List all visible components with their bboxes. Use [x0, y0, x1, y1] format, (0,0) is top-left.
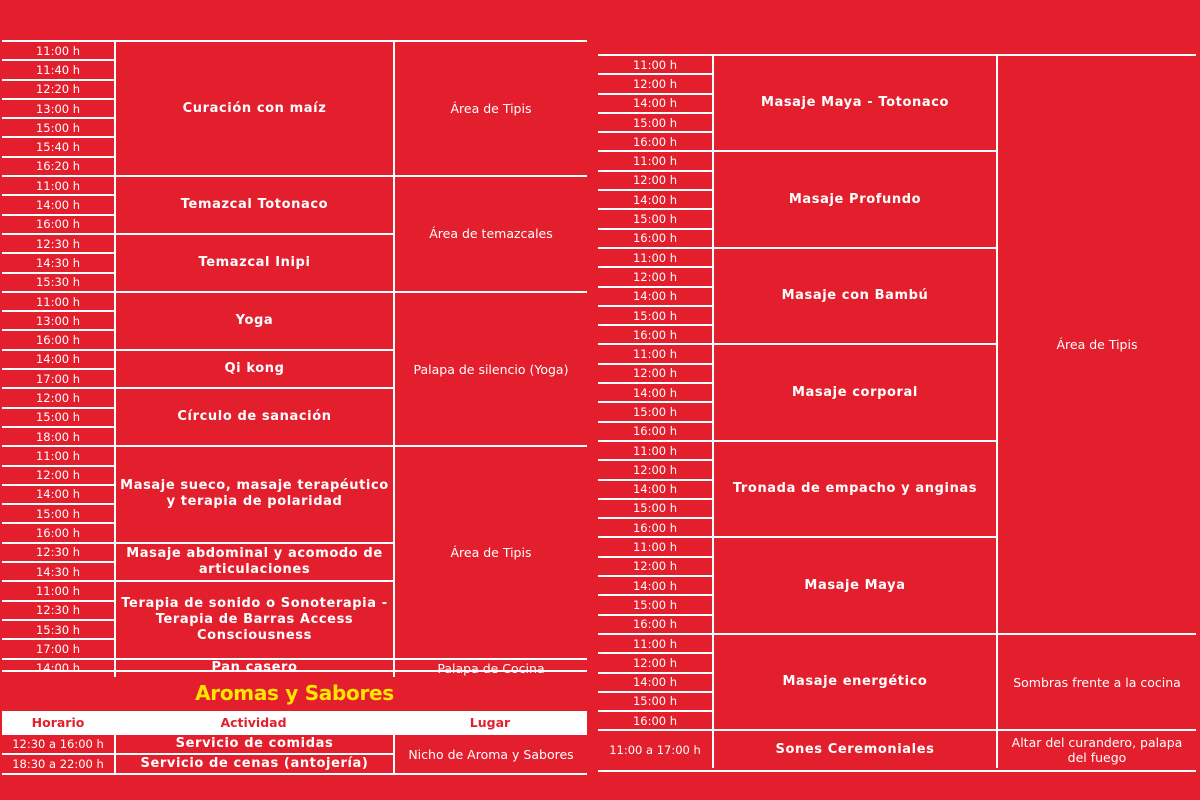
time-slot: 14:30 h — [2, 561, 114, 580]
time-slot: 17:00 h — [2, 368, 114, 387]
left-schedule-table — [2, 40, 587, 677]
activity-name: Masaje abdominal y acomodo de articulaciones — [114, 542, 393, 581]
activity-name: Servicio de comidas — [114, 733, 393, 753]
time-slot: 15:00 h — [598, 305, 712, 324]
activity-name: Curación con maíz — [114, 40, 393, 175]
time-slot: 11:00 h — [598, 536, 712, 555]
activity-name: Masaje energético — [712, 633, 996, 729]
activity-location: Palapa de silencio (Yoga) — [393, 291, 587, 445]
time-slot: 11:40 h — [2, 59, 114, 78]
aromas-header-row — [2, 711, 587, 733]
activity-location: Área de temazcales — [393, 175, 587, 291]
time-slot: 11:00 h — [2, 291, 114, 310]
activity-location: Sombras frente a la cocina — [996, 633, 1196, 729]
time-slot: 15:00 h — [598, 594, 712, 613]
time-slot: 12:30 h — [2, 542, 114, 561]
activity-name: Masaje Maya — [712, 536, 996, 632]
time-slot: 16:00 h — [598, 324, 712, 343]
time-slot: 11:00 h — [598, 440, 712, 459]
header-actividad: Actividad — [220, 714, 287, 730]
activity-name: Temazcal Inipi — [114, 233, 393, 291]
time-slot: 16:00 h — [598, 421, 712, 440]
aromas-table — [2, 711, 587, 775]
time-slot: 12:00 h — [598, 556, 712, 575]
time-slot: 11:00 h — [598, 54, 712, 73]
activity-location: Altar del curandero, palapa del fuego — [996, 729, 1196, 768]
time-slot: 15:30 h — [2, 619, 114, 638]
activity-name: Círculo de sanación — [114, 387, 393, 445]
time-slot: 18:00 h — [2, 426, 114, 445]
activity-name: Tronada de empacho y anginas — [712, 440, 996, 536]
time-slot: 14:00 h — [598, 672, 712, 691]
time-slot: 14:00 h — [2, 484, 114, 503]
activity-location: Área de Tipis — [393, 40, 587, 175]
activity-name: Temazcal Totonaco — [114, 175, 393, 233]
time-slot: 16:00 h — [598, 614, 712, 633]
time-slot: 12:00 h — [598, 652, 712, 671]
aromas-section-title: Aromas y Sabores — [195, 681, 394, 705]
activity-name: Yoga — [114, 291, 393, 349]
time-slot: 14:00 h — [598, 286, 712, 305]
time-slot: 14:00 h — [2, 194, 114, 213]
time-slot: 12:00 h — [2, 465, 114, 484]
activity-name: Pan casero — [114, 658, 393, 677]
time-slot: 15:30 h — [2, 272, 114, 291]
time-slot: 15:00 h — [2, 407, 114, 426]
time-slot: 12:00 h — [598, 363, 712, 382]
time-slot: 12:30 h — [2, 233, 114, 252]
time-slot: 15:00 h — [2, 117, 114, 136]
time-slot: 15:00 h — [598, 208, 712, 227]
time-slot: 14:00 h — [598, 93, 712, 112]
activity-location: Área de Tipis — [393, 445, 587, 657]
time-slot: 16:00 h — [598, 228, 712, 247]
time-slot: 12:00 h — [598, 266, 712, 285]
time-slot: 14:00 h — [2, 349, 114, 368]
activity-name: Masaje corporal — [712, 343, 996, 439]
aromas-body — [2, 733, 587, 775]
header-lugar: Lugar — [469, 714, 511, 730]
activity-location: Área de Tipis — [996, 54, 1196, 633]
time-slot: 12:00 h — [598, 459, 712, 478]
time-slot: 16:00 h — [598, 710, 712, 729]
activity-location: Palapa de Cocina — [393, 658, 587, 677]
time-slot: 16:20 h — [2, 156, 114, 175]
time-slot: 12:20 h — [2, 79, 114, 98]
activity-name: Masaje Maya - Totonaco — [712, 54, 996, 150]
time-slot: 11:00 h — [2, 40, 114, 59]
time-slot: 16:00 h — [2, 329, 114, 348]
header-horario: Horario — [31, 714, 85, 730]
time-slot: 16:00 h — [2, 522, 114, 541]
time-slot: 14:30 h — [2, 252, 114, 271]
time-slot: 14:00 h — [598, 479, 712, 498]
time-slot: 15:00 h — [598, 401, 712, 420]
table-bottom-border — [2, 670, 587, 672]
time-slot: 15:00 h — [598, 691, 712, 710]
time-slot: 11:00 h — [2, 175, 114, 194]
time-slot: 14:00 h — [598, 575, 712, 594]
time-slot: 13:00 h — [2, 98, 114, 117]
time-slot: 14:00 h — [598, 189, 712, 208]
time-slot: 18:30 a 22:00 h — [2, 753, 114, 773]
time-slot: 13:00 h — [2, 310, 114, 329]
time-slot: 11:00 h — [598, 247, 712, 266]
activity-name: Terapia de sonido o Sonoterapia - Terapia de Barras Access Consciousness — [114, 580, 393, 657]
time-slot: 16:00 h — [598, 517, 712, 536]
activity-name: Masaje Profundo — [712, 150, 996, 246]
time-slot: 12:30 a 16:00 h — [2, 733, 114, 753]
time-slot: 12:30 h — [2, 600, 114, 619]
time-slot: 11:00 h — [598, 633, 712, 652]
time-slot: 15:00 h — [2, 503, 114, 522]
right-schedule-table — [598, 54, 1196, 768]
activity-location: Nicho de Aroma y Sabores — [393, 733, 587, 773]
time-slot: 12:00 h — [598, 170, 712, 189]
time-slot: 16:00 h — [598, 131, 712, 150]
time-slot: 15:00 h — [598, 112, 712, 131]
activity-name: Servicio de cenas (antojería) — [114, 753, 393, 773]
time-slot: 11:00 h — [2, 580, 114, 599]
time-slot: 11:00 h — [598, 343, 712, 362]
time-slot: 12:00 h — [598, 73, 712, 92]
activity-name: Masaje con Bambú — [712, 247, 996, 343]
time-slot: 14:00 h — [2, 658, 114, 677]
activity-name: Sones Ceremoniales — [712, 729, 996, 768]
table-bottom-border — [598, 770, 1196, 772]
time-slot: 11:00 h — [598, 150, 712, 169]
activity-name: Qi kong — [114, 349, 393, 388]
time-slot: 15:00 h — [598, 498, 712, 517]
activity-name: Masaje sueco, masaje terapéutico y terapia de polaridad — [114, 445, 393, 541]
time-slot: 17:00 h — [2, 638, 114, 657]
time-slot: 12:00 h — [2, 387, 114, 406]
time-slot: 11:00 a 17:00 h — [598, 729, 712, 768]
time-slot: 15:40 h — [2, 136, 114, 155]
time-slot: 11:00 h — [2, 445, 114, 464]
time-slot: 16:00 h — [2, 214, 114, 233]
time-slot: 14:00 h — [598, 382, 712, 401]
